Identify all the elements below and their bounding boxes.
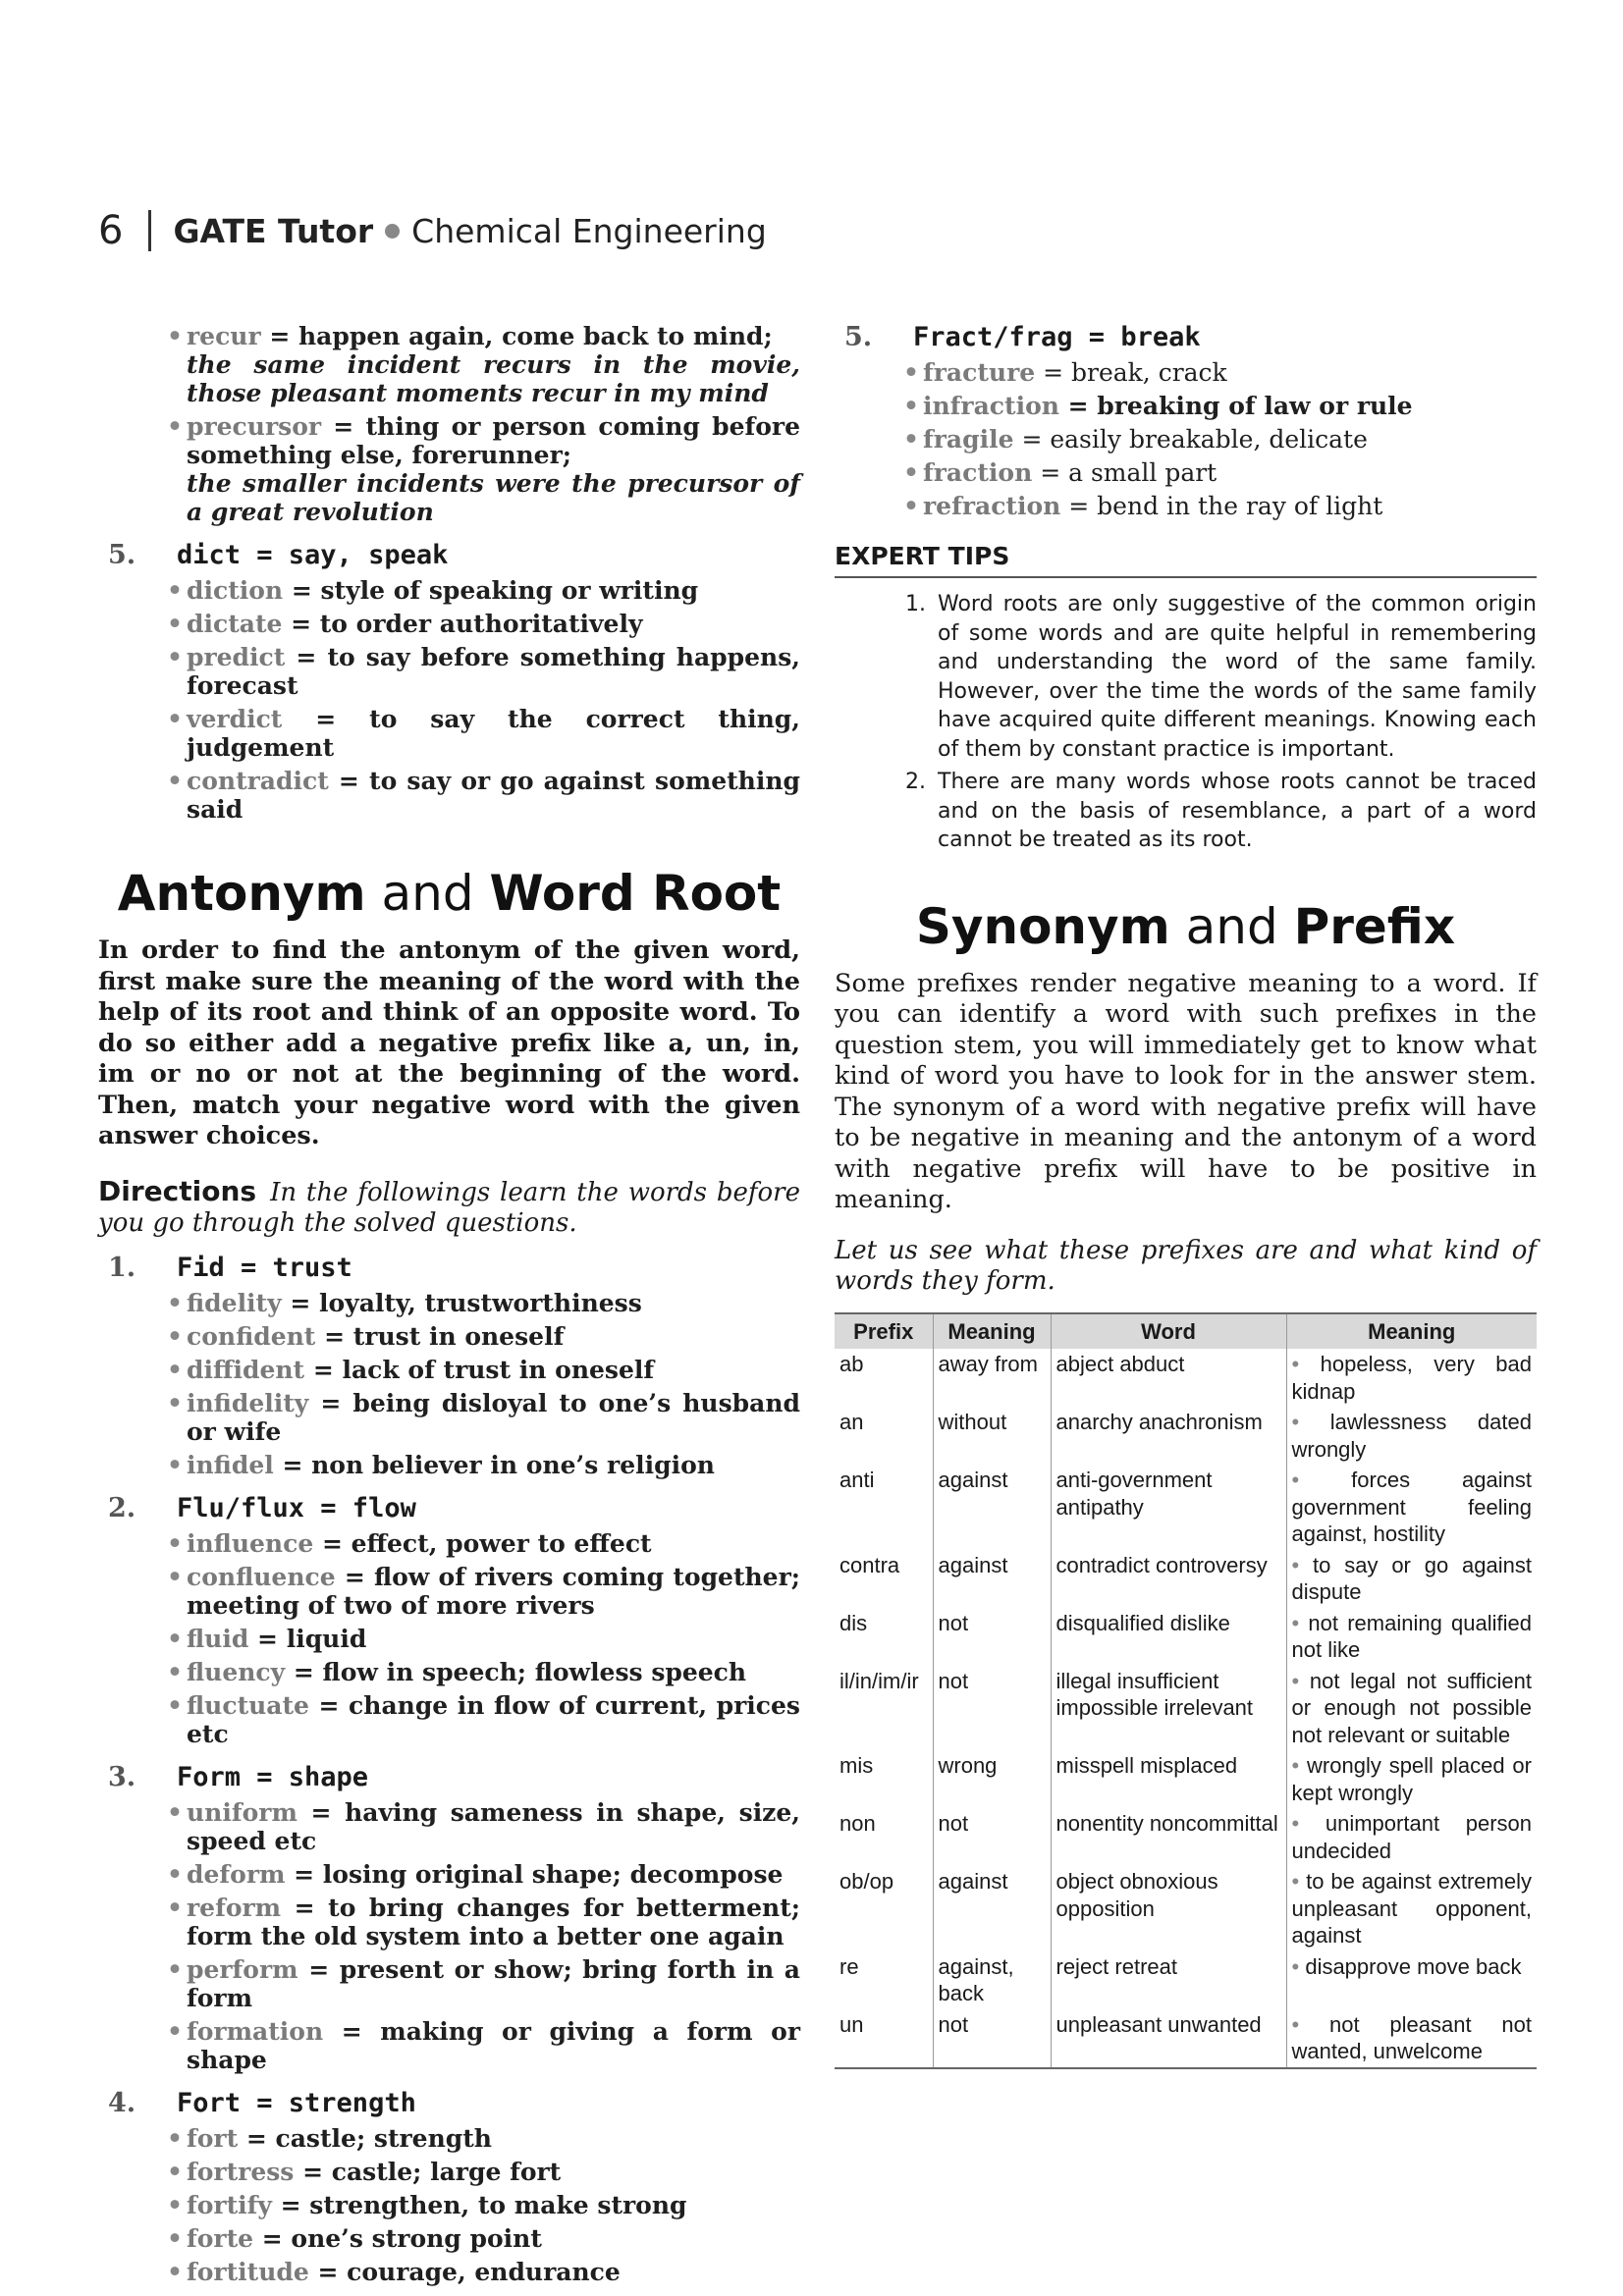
result-meaning-cell <box>1286 1407 1537 1465</box>
word-definition: = losing original shape; decompose <box>285 1859 784 1889</box>
word-definition: = flow in speech; flowless speech <box>285 1657 747 1686</box>
bullet-icon: • <box>1291 1953 1306 1979</box>
word-cell: illegal insufficient impossible irrelevant <box>1051 1666 1286 1751</box>
list-item <box>98 643 800 700</box>
cell-text: to be against extremely unpleasant opponent, against <box>1291 1869 1532 1948</box>
result-meaning-cell <box>1286 1608 1537 1666</box>
prefix-cell: ob/op <box>839 1869 894 1894</box>
word-example: the same incident recurs in the movie, those pleasant moments recur in my mind <box>187 350 800 407</box>
list-item <box>98 1798 800 1855</box>
list-item <box>98 2017 800 2074</box>
tip-item <box>835 590 1537 764</box>
meaning-cell: not <box>933 1666 1051 1751</box>
list-item <box>98 1894 800 1950</box>
word-definition: = being disloyal to one’s husband or wife <box>187 1388 800 1446</box>
cell-text: not pleasant not wanted, unwelcome <box>1291 2011 1532 2063</box>
table-row <box>835 1750 1537 1808</box>
prefix-cell: un <box>839 2011 864 2037</box>
word-definition: = change in flow of current, prices etc <box>187 1690 800 1748</box>
word-term: refraction <box>923 492 1061 520</box>
result-meaning-cell <box>1286 1349 1537 1407</box>
column-header: Word <box>1051 1313 1286 1350</box>
list-item <box>98 1860 800 1889</box>
expert-tips-list <box>835 590 1537 855</box>
tip-number: 1. <box>905 592 926 616</box>
result-meaning-cell <box>1286 1808 1537 1866</box>
tip-text: There are many words whose roots cannot be traced and on the basis of resemblance, a part of a word cannot be treated as its root. <box>938 770 1537 852</box>
heading-part: and <box>1169 897 1294 955</box>
subject-title: Chemical Engineering <box>411 211 767 250</box>
word-term: fragile <box>923 425 1014 454</box>
list-item <box>835 358 1537 387</box>
word-term: fraction <box>923 458 1033 487</box>
word-definition: = strengthen, to make strong <box>271 2190 687 2219</box>
meaning-cell: against, back <box>933 1951 1051 2009</box>
list-item <box>98 1529 800 1558</box>
bullet-icon: • <box>1291 1468 1352 1492</box>
meaning-cell: without <box>933 1407 1051 1465</box>
word-cell: anarchy anachronism <box>1051 1407 1286 1465</box>
word-term: fortify <box>187 2190 272 2219</box>
page-header <box>98 208 767 253</box>
heading-part: Synonym <box>915 897 1170 955</box>
result-meaning-cell <box>1286 1666 1537 1751</box>
section-heading-antonym <box>98 865 800 922</box>
word-term: uniform <box>187 1797 298 1827</box>
root-number: 4. <box>108 2087 136 2118</box>
list-item <box>98 1625 800 1653</box>
cell-text: forces against government feeling against, hostility <box>1291 1468 1532 1546</box>
table-header-row <box>835 1313 1537 1350</box>
word-definition: = present or show; bring forth in a form <box>187 1954 800 2012</box>
word-term: influence <box>187 1528 314 1558</box>
tip-number: 2. <box>905 770 926 794</box>
word-term: fortitude <box>187 2257 309 2286</box>
column-header: Meaning <box>1286 1313 1537 1350</box>
prefix-table-body <box>835 1349 1537 2068</box>
table-row <box>835 1407 1537 1465</box>
word-definition: = easily breakable, delicate <box>1013 425 1368 454</box>
list-item <box>98 1955 800 2012</box>
word-cell: object obnoxious opposition <box>1051 1866 1286 1951</box>
table-row <box>835 1608 1537 1666</box>
list-item <box>98 2158 800 2186</box>
word-cell: disqualified dislike <box>1051 1608 1286 1666</box>
word-term: fidelity <box>187 1288 282 1317</box>
word-term: diffident <box>187 1355 305 1384</box>
root-number: 2. <box>108 1492 136 1523</box>
result-meaning-cell <box>1286 1465 1537 1550</box>
book-title: GATE Tutor <box>173 211 374 250</box>
directions-text: In the followings learn the words before you go through the solved questions. <box>98 1177 800 1238</box>
table-row <box>835 1951 1537 2009</box>
list-item <box>98 1322 800 1351</box>
word-cell: nonentity noncommittal <box>1051 1808 1286 1866</box>
prefix-cell: anti <box>839 1468 875 1492</box>
root-word-list <box>835 358 1537 520</box>
top-word-list <box>98 322 800 526</box>
tip-item <box>835 768 1537 855</box>
meaning-cell: not <box>933 1808 1051 1866</box>
heading-part: Prefix <box>1293 897 1456 955</box>
cell-text: hopeless, very bad kidnap <box>1291 1352 1532 1404</box>
list-item <box>835 392 1537 420</box>
word-definition: = thing or person coming before something else, forerunner; <box>187 412 800 469</box>
section-heading-synonym <box>835 898 1537 955</box>
directions-label: Directions <box>98 1174 257 1207</box>
root-word-list <box>98 1798 800 2074</box>
bullet-icon: • <box>1291 1753 1308 1778</box>
word-term: deform <box>187 1859 286 1889</box>
word-term: predict <box>187 643 286 671</box>
prefix-cell: ab <box>839 1352 864 1376</box>
prefix-intro: Let us see what these prefixes are and what kind of words they form. <box>835 1235 1537 1296</box>
word-definition: = to say before something happens, forecast <box>187 643 800 700</box>
list-item <box>98 2224 800 2253</box>
header-divider <box>148 210 151 251</box>
list-item <box>98 2191 800 2219</box>
root-heading <box>98 1762 800 1792</box>
word-term: forte <box>187 2223 254 2253</box>
table-row <box>835 1808 1537 1866</box>
result-meaning-cell <box>1286 1951 1537 2009</box>
word-definition: = making or giving a form or shape <box>187 2016 800 2074</box>
bullet-icon: • <box>1291 2011 1330 2037</box>
cell-text: not remaining qualified not like <box>1291 1610 1532 1662</box>
result-meaning-cell <box>1286 1550 1537 1608</box>
word-term: confident <box>187 1321 316 1351</box>
root-word-list <box>98 1529 800 1748</box>
word-definition: = liquid <box>248 1624 367 1653</box>
list-item <box>835 492 1537 520</box>
list-item <box>98 705 800 762</box>
root-heading <box>98 1493 800 1523</box>
word-example: the smaller incidents were the precursor of a great revolution <box>187 469 800 526</box>
root-heading <box>98 1253 800 1283</box>
list-item <box>98 1356 800 1384</box>
word-definition: = courage, endurance <box>308 2257 621 2286</box>
heading-part: Antonym <box>117 865 366 922</box>
result-meaning-cell <box>1286 2009 1537 2068</box>
list-item <box>98 1563 800 1620</box>
result-meaning-cell <box>1286 1750 1537 1808</box>
heading-part: and <box>365 865 490 922</box>
word-cell: unpleasant unwanted <box>1051 2009 1286 2068</box>
prefix-cell: dis <box>839 1610 868 1635</box>
word-term: confluence <box>187 1562 336 1591</box>
root-heading <box>98 2088 800 2118</box>
list-item <box>835 425 1537 454</box>
list-item <box>98 1289 800 1317</box>
word-definition: = lack of trust in oneself <box>304 1355 655 1384</box>
meaning-cell: wrong <box>933 1750 1051 1808</box>
word-cell: misspell misplaced <box>1051 1750 1286 1808</box>
bullet-icon: • <box>1291 1668 1310 1693</box>
word-definition: = effect, power to effect <box>313 1528 652 1558</box>
list-item <box>835 458 1537 487</box>
root-number: 1. <box>108 1252 136 1283</box>
word-term: infidelity <box>187 1388 309 1417</box>
word-definition: = to say or go against something said <box>187 767 800 824</box>
left-column <box>98 322 800 2291</box>
prefix-cell: non <box>839 1811 876 1836</box>
word-term: diction <box>187 576 284 605</box>
bullet-icon: • <box>1291 1552 1314 1577</box>
column-header: Meaning <box>933 1313 1051 1350</box>
word-definition: = a small part <box>1032 458 1217 487</box>
tip-text: Word roots are only suggestive of the common origin of some words and are quite helpful in remembering and understanding the word of the same family. However, over the time the words of the same family have acquired quite different meanings. Knowing each of them by constant practice is important. <box>938 592 1537 762</box>
word-term: reform <box>187 1893 282 1922</box>
page-number: 6 <box>98 208 124 253</box>
meaning-cell: against <box>933 1866 1051 1951</box>
bullet-icon: • <box>1291 1610 1309 1635</box>
word-definition: = to say the correct thing, judgement <box>187 705 800 762</box>
expert-tips-heading: EXPERT TIPS <box>835 542 1537 578</box>
prefix-table <box>835 1312 1537 2069</box>
list-item <box>98 576 800 605</box>
cell-text: lawlessness dated wrongly <box>1291 1410 1532 1462</box>
bullet-dot-icon <box>385 224 400 239</box>
word-cell: reject retreat <box>1051 1951 1286 2009</box>
word-term: precursor <box>187 412 322 441</box>
bullet-icon: • <box>1291 1811 1325 1836</box>
prefix-cell: il/in/im/ir <box>839 1668 919 1693</box>
word-definition: = trust in oneself <box>315 1321 565 1351</box>
word-definition: = to bring changes for betterment; form the old system into a better one again <box>187 1893 800 1950</box>
word-definition: = to order authoritatively <box>282 610 643 638</box>
word-cell: anti-government antipathy <box>1051 1465 1286 1550</box>
list-item <box>98 610 800 638</box>
word-cell: abject abduct <box>1051 1349 1286 1407</box>
word-definition: = happen again, come back to mind; <box>260 322 773 350</box>
word-definition: = one’s strong point <box>253 2223 542 2253</box>
cell-text: wrongly spell placed or kept wrongly <box>1291 1753 1532 1805</box>
word-definition: = break, crack <box>1035 358 1227 387</box>
table-row <box>835 1666 1537 1751</box>
word-term: fort <box>187 2123 239 2153</box>
list-item <box>98 1658 800 1686</box>
prefix-cell: mis <box>839 1753 874 1778</box>
cell-text: disapprove move back <box>1305 1953 1522 1979</box>
word-term: formation <box>187 2016 324 2046</box>
root-title: Form = shape <box>177 1761 369 1792</box>
word-definition: = castle; large fort <box>294 2157 562 2186</box>
list-item <box>98 767 800 824</box>
word-definition: = non believer in one’s religion <box>273 1450 715 1479</box>
table-row <box>835 1465 1537 1550</box>
word-term: fracture <box>923 358 1036 387</box>
list-item <box>98 1389 800 1446</box>
word-definition: = bend in the ray of light <box>1060 492 1383 520</box>
table-row <box>835 1866 1537 1951</box>
cell-text: unimportant person undecided <box>1291 1811 1532 1863</box>
word-cell: contradict controversy <box>1051 1550 1286 1608</box>
word-term: fluid <box>187 1624 249 1653</box>
synonym-paragraph: Some prefixes render negative meaning to a word. If you can identify a word with such prefixes in the question stem, you will immediately get to know what kind of word you have to look for in the answer stem. The synonym of a word with negative prefix will have to be negative in meaning and the antonym of a word with negative prefix will have to be positive in meaning. <box>835 968 1537 1214</box>
word-term: fluctuate <box>187 1690 309 1720</box>
table-row <box>835 2009 1537 2068</box>
list-item <box>98 2124 800 2153</box>
list-item <box>98 1691 800 1748</box>
bullet-icon: • <box>1291 1869 1307 1894</box>
root-number: 5. <box>844 322 873 352</box>
cell-text: not legal not sufficient or enough not possible not relevant or suitable <box>1291 1668 1532 1747</box>
root-title: dict = say, speak <box>177 540 449 570</box>
cell-text: to say or go against dispute <box>1291 1552 1532 1604</box>
list-item <box>98 2258 800 2286</box>
prefix-cell: contra <box>839 1552 900 1577</box>
result-meaning-cell <box>1286 1866 1537 1951</box>
directions <box>98 1176 800 1239</box>
table-row <box>835 1349 1537 1407</box>
word-term: recur <box>187 322 261 350</box>
word-term: perform <box>187 1954 298 1984</box>
meaning-cell: against <box>933 1465 1051 1550</box>
word-definition: = flow of rivers coming together; meeting of two of more rivers <box>187 1562 800 1620</box>
antonym-paragraph: In order to find the antonym of the given word, first make sure the meaning of the word with the help of its root and think of an opposite word. To do so either add a negative prefix like a, un, in, im or no or not at the beginning of the word. Then, match your negative word with the given answer choices. <box>98 935 800 1150</box>
word-term: infraction <box>923 392 1059 420</box>
word-definition: = castle; strength <box>238 2123 492 2153</box>
list-item <box>98 412 800 526</box>
table-row <box>835 1550 1537 1608</box>
root-title: Flu/flux = flow <box>177 1492 416 1523</box>
meaning-cell: not <box>933 2009 1051 2068</box>
word-definition: = style of speaking or writing <box>283 576 699 605</box>
prefix-cell: re <box>839 1953 859 1979</box>
root-title: Fort = strength <box>177 2087 416 2118</box>
word-roots <box>98 1253 800 2286</box>
word-term: infidel <box>187 1450 274 1479</box>
heading-part: Word Root <box>489 865 782 922</box>
word-definition: = loyalty, trustworthiness <box>281 1288 642 1317</box>
column-header: Prefix <box>835 1313 933 1350</box>
word-term: dictate <box>187 610 283 638</box>
root-title: Fract/frag = break <box>913 322 1201 352</box>
bullet-icon: • <box>1291 1352 1321 1376</box>
root-word-list <box>98 1289 800 1479</box>
bullet-icon: • <box>1291 1410 1330 1434</box>
meaning-cell: away from <box>933 1349 1051 1407</box>
root-title: Fid = trust <box>177 1252 352 1283</box>
list-item <box>98 322 800 407</box>
root-heading <box>835 322 1537 352</box>
meaning-cell: against <box>933 1550 1051 1608</box>
root-number: 3. <box>108 1761 136 1792</box>
word-definition: = having sameness in shape, size, speed etc <box>187 1797 800 1855</box>
word-term: contradict <box>187 767 329 795</box>
root-number: 5. <box>108 540 136 570</box>
word-term: fortress <box>187 2157 295 2186</box>
root-heading <box>98 540 800 570</box>
word-definition: = breaking of law or rule <box>1058 392 1413 420</box>
prefix-cell: an <box>839 1410 864 1434</box>
right-column <box>835 322 1537 2069</box>
word-term: verdict <box>187 705 283 733</box>
word-term: fluency <box>187 1657 286 1686</box>
list-item <box>98 1451 800 1479</box>
root-word-list <box>98 2124 800 2286</box>
root-word-list <box>98 576 800 824</box>
meaning-cell: not <box>933 1608 1051 1666</box>
